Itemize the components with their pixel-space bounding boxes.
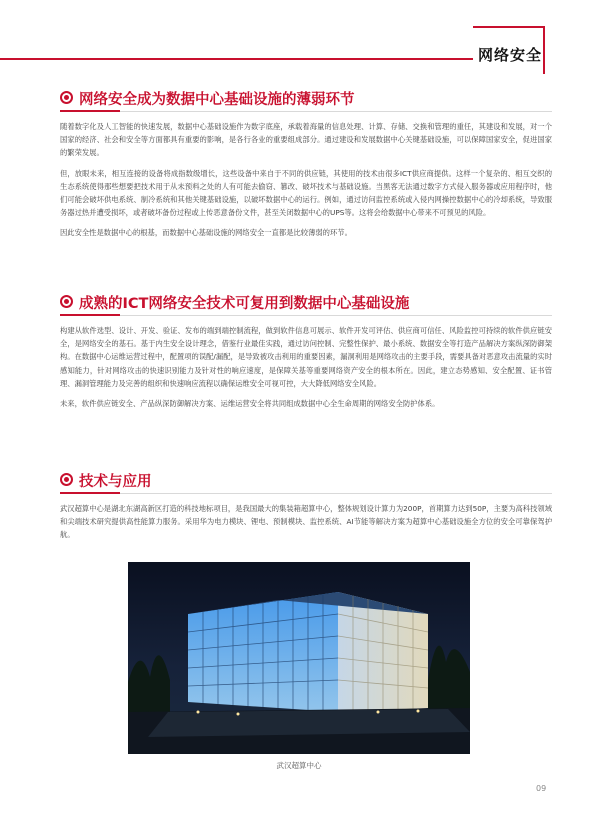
header-rule	[0, 58, 528, 60]
paragraph: 构建从软件选型、设计、开发、验证、发布的端到端控制流程，做到软件信息可展示、软件开发可评估、供应商可信任、风险监控可持续的软件供应链安全，是网络安全的基石。基于内生安全设计理念，借鉴行业最佳实践，通过访问控制、完整性保护、最小系统、数据安全等打造产品解决方案纵深防御架构。在数据中心运维运营过程中，配置项的误配/漏配，是导致被攻击利用的重要因素，漏洞利用是网络攻击的主要手段，需要具备对恶意攻击流量的实时感知能力，针对网络攻击的快速识别能力及针对性的响应速度，是保障关基等重要网络资产安全的根本所在。因此，建立态势感知、安全配置、证书管理、漏洞管理能力及完善的组织和快速响应流程以确保运维安全可视可控，大大降低网络安全风险。	[60, 326, 552, 388]
section-tech-application	[60, 470, 552, 542]
section-heading	[60, 470, 552, 496]
section-tag: 网络安全	[478, 46, 543, 64]
target-bullet-icon	[60, 91, 73, 104]
paragraph: 随着数字化及人工智能的快速发展，数据中心基础设施作为数字底座，承载着海量的信息处理、计算、存储、交换和管理的重任，其建设和发展，对一个国家的经济、社会和安全等方面都具有重要的影响，是各行各业的重要组成部分。通过建设和发展数据中心关键基础设施，可以保障国家安全，促进国家的繁荣发展。	[60, 122, 552, 158]
section-heading	[60, 88, 552, 114]
paragraph: 未来，软件供应链安全、产品纵深防御解决方案、运维运营安全将共同组成数据中心全生命周期的网络安全防护体系。	[60, 399, 440, 409]
page-number: 09	[536, 784, 547, 793]
section-title: 成熟的ICT网络安全技术可复用到数据中心基础设施	[79, 296, 410, 312]
target-bullet-icon	[60, 473, 73, 486]
section-heading	[60, 292, 552, 318]
section-title: 网络安全成为数据中心基础设施的薄弱环节	[79, 92, 355, 108]
paragraph: 但，放眼未来，相互连接的设备将成指数级增长，这些设备中来自于不同的供应链，其使用的技术由很多ICT供应商提供。这样一个复杂的、相互交织的生态系统使得那些想要把技术用于从未预料之处的人有可能去偷窃、篡改、破坏技术与基础设施。当黑客无法通过数字方式侵入服务器或应用程序时，他们可能会破坏供电系统、制冷系统和其他关键基础设施，以破坏数据中心的运行。例如，通过访问监控系统或入侵内网操控数据中心的冷却系统，导致服务器过热并遭受损坏，或者破坏备份过程或上传恶意备份文件，甚至关闭数据中心的UPS等。这将会给数据中心带来不可预见的风险。	[60, 168, 552, 218]
section-weak-link	[60, 88, 552, 240]
paragraph: 武汉超算中心是湖北东湖高新区打造的科技地标项目，是我国最大的集装箱超算中心，整体规划设计算力为200P，首期算力达到50P，主要为高科技领域和尖端技术研究提供高性能算力服务。采用华为电力模块、锂电、预制模块、监控系统、AI节能等解决方案为超算中心基础设施全方位的安全可靠保驾护航。	[60, 504, 552, 540]
section-ict-reuse	[60, 292, 552, 410]
building-illustration	[128, 562, 470, 754]
section-title: 技术与应用	[79, 474, 152, 490]
section-divider	[60, 111, 552, 112]
section-divider	[60, 315, 552, 316]
supercomputing-center-photo	[128, 562, 470, 754]
section-divider	[60, 493, 552, 494]
target-bullet-icon	[60, 295, 73, 308]
paragraph: 因此安全性是数据中心的根基，而数据中心基础设施的网络安全一直都是比较薄弱的环节。	[60, 228, 352, 238]
figure-caption: 武汉超算中心	[276, 761, 322, 770]
page-header	[0, 0, 600, 72]
